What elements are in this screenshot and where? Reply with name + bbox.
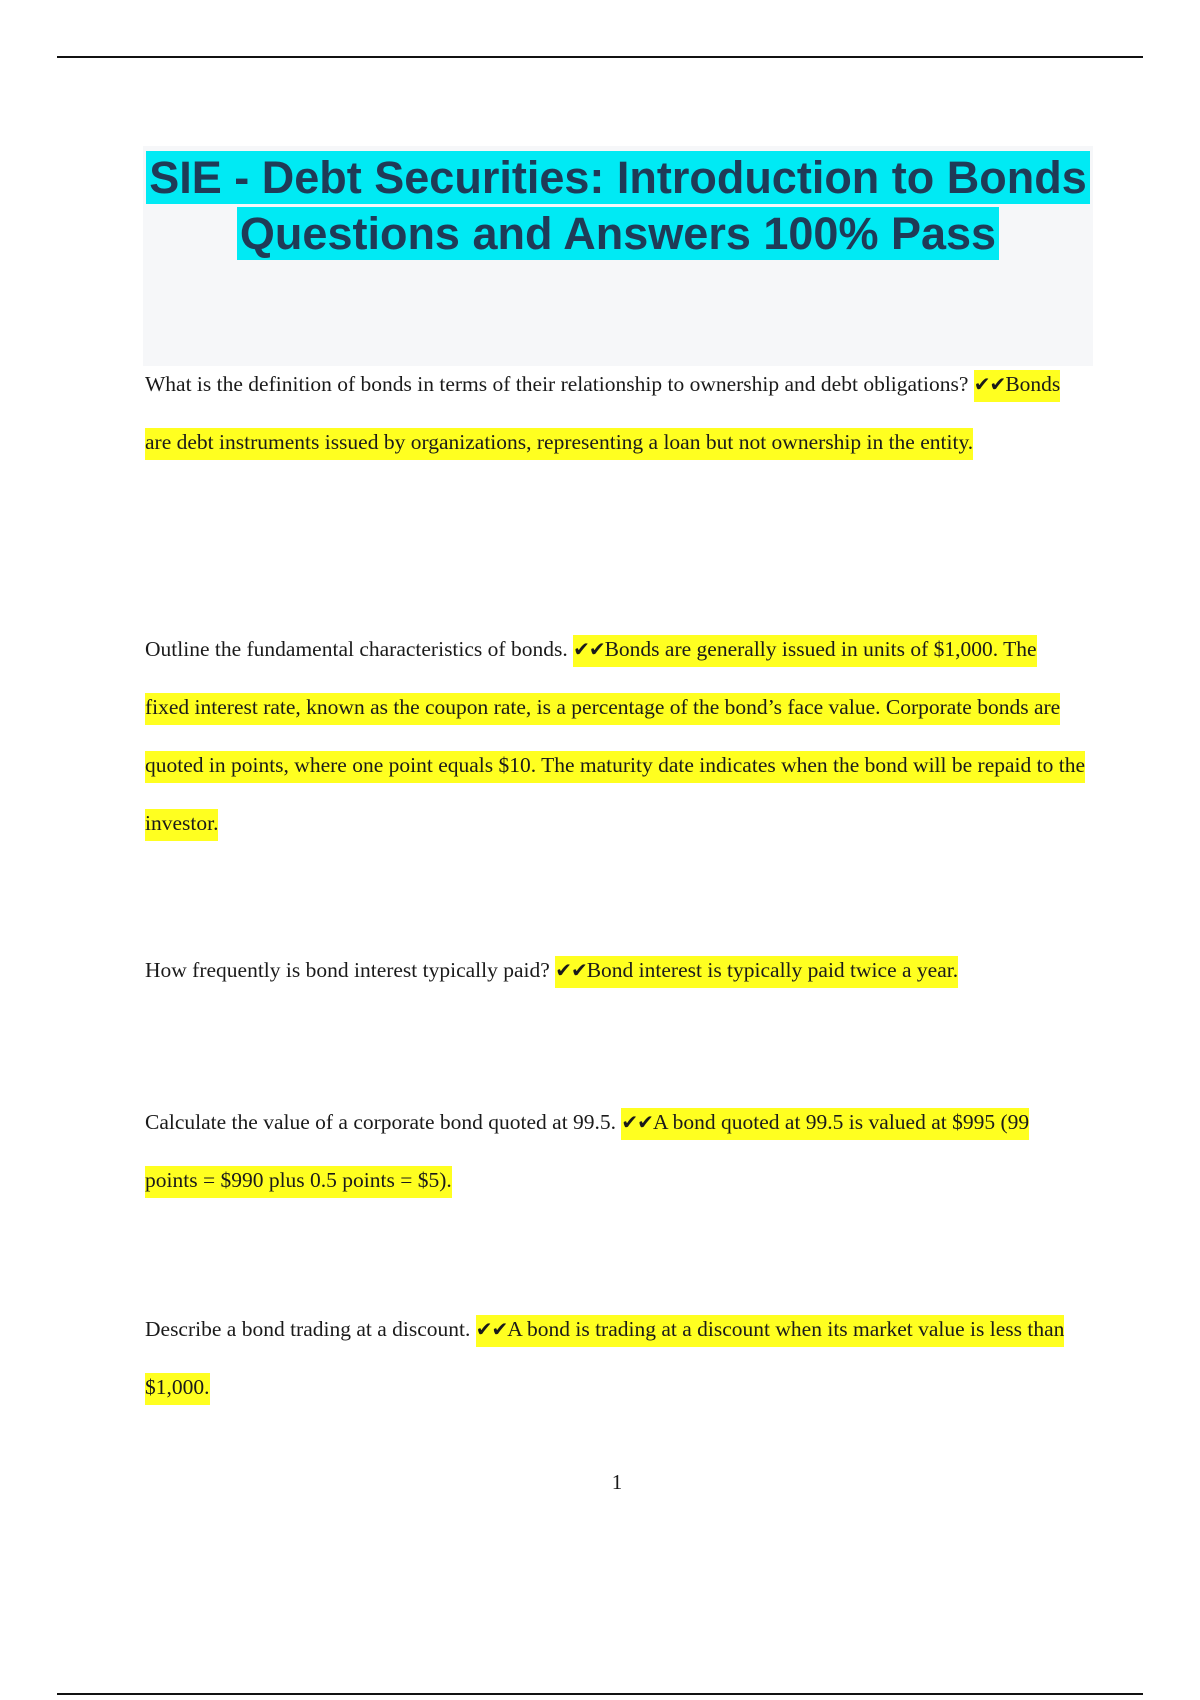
qa-item-characteristics	[145, 620, 1085, 852]
question-text: Outline the fundamental characteristics of bonds.	[145, 637, 574, 661]
page-number: 1	[611, 1470, 623, 1494]
question-text: How frequently is bond interest typically paid?	[145, 958, 556, 982]
qa-item-interest-frequency	[145, 941, 1085, 999]
footer-rule	[57, 1693, 1143, 1695]
question-text: Calculate the value of a corporate bond quoted at 99.5.	[145, 1110, 622, 1134]
answer-text	[145, 635, 1085, 841]
checkmark-icon: ✔✔	[621, 1110, 653, 1134]
checkmark-icon: ✔✔	[555, 958, 587, 982]
title-block	[143, 146, 1093, 366]
checkmark-icon: ✔✔	[475, 1317, 508, 1341]
qa-item-discount	[145, 1300, 1085, 1416]
qa-item-bond-value	[145, 1093, 1085, 1209]
checkmark-icon: ✔✔	[973, 372, 1006, 396]
answer-body: Bonds are debt instruments issued by organizations, representing a loan but not ownership in the entity.	[145, 372, 1061, 454]
question-text: Describe a bond trading at a discount.	[145, 1317, 476, 1341]
document-title-text: SIE - Debt Securities: Introduction to Bonds Questions and Answers 100% Pass	[146, 151, 1090, 260]
question-text: What is the definition of bonds in terms of their relationship to ownership and debt obligations?	[145, 372, 974, 396]
answer-text	[555, 956, 958, 988]
header-rule	[57, 56, 1143, 58]
answer-body: A bond quoted at 99.5 is valued at $995 (99 points = $990 plus 0.5 points = $5).	[145, 1110, 1030, 1192]
document-title	[143, 146, 1093, 262]
answer-body: Bond interest is typically paid twice a year.	[586, 958, 959, 982]
answer-body: Bonds are generally issued in units of $1,000. The fixed interest rate, known as the coupon rate, is a percentage of the bond’s face value. Corporate bonds are quoted in points, where one point equals $10. The maturity date indicates when the bond will be repaid to the investor.	[145, 637, 1086, 835]
answer-body: A bond is trading at a discount when its market value is less than $1,000.	[145, 1317, 1065, 1399]
qa-item-definition	[145, 355, 1085, 471]
checkmark-icon: ✔✔	[573, 637, 605, 661]
